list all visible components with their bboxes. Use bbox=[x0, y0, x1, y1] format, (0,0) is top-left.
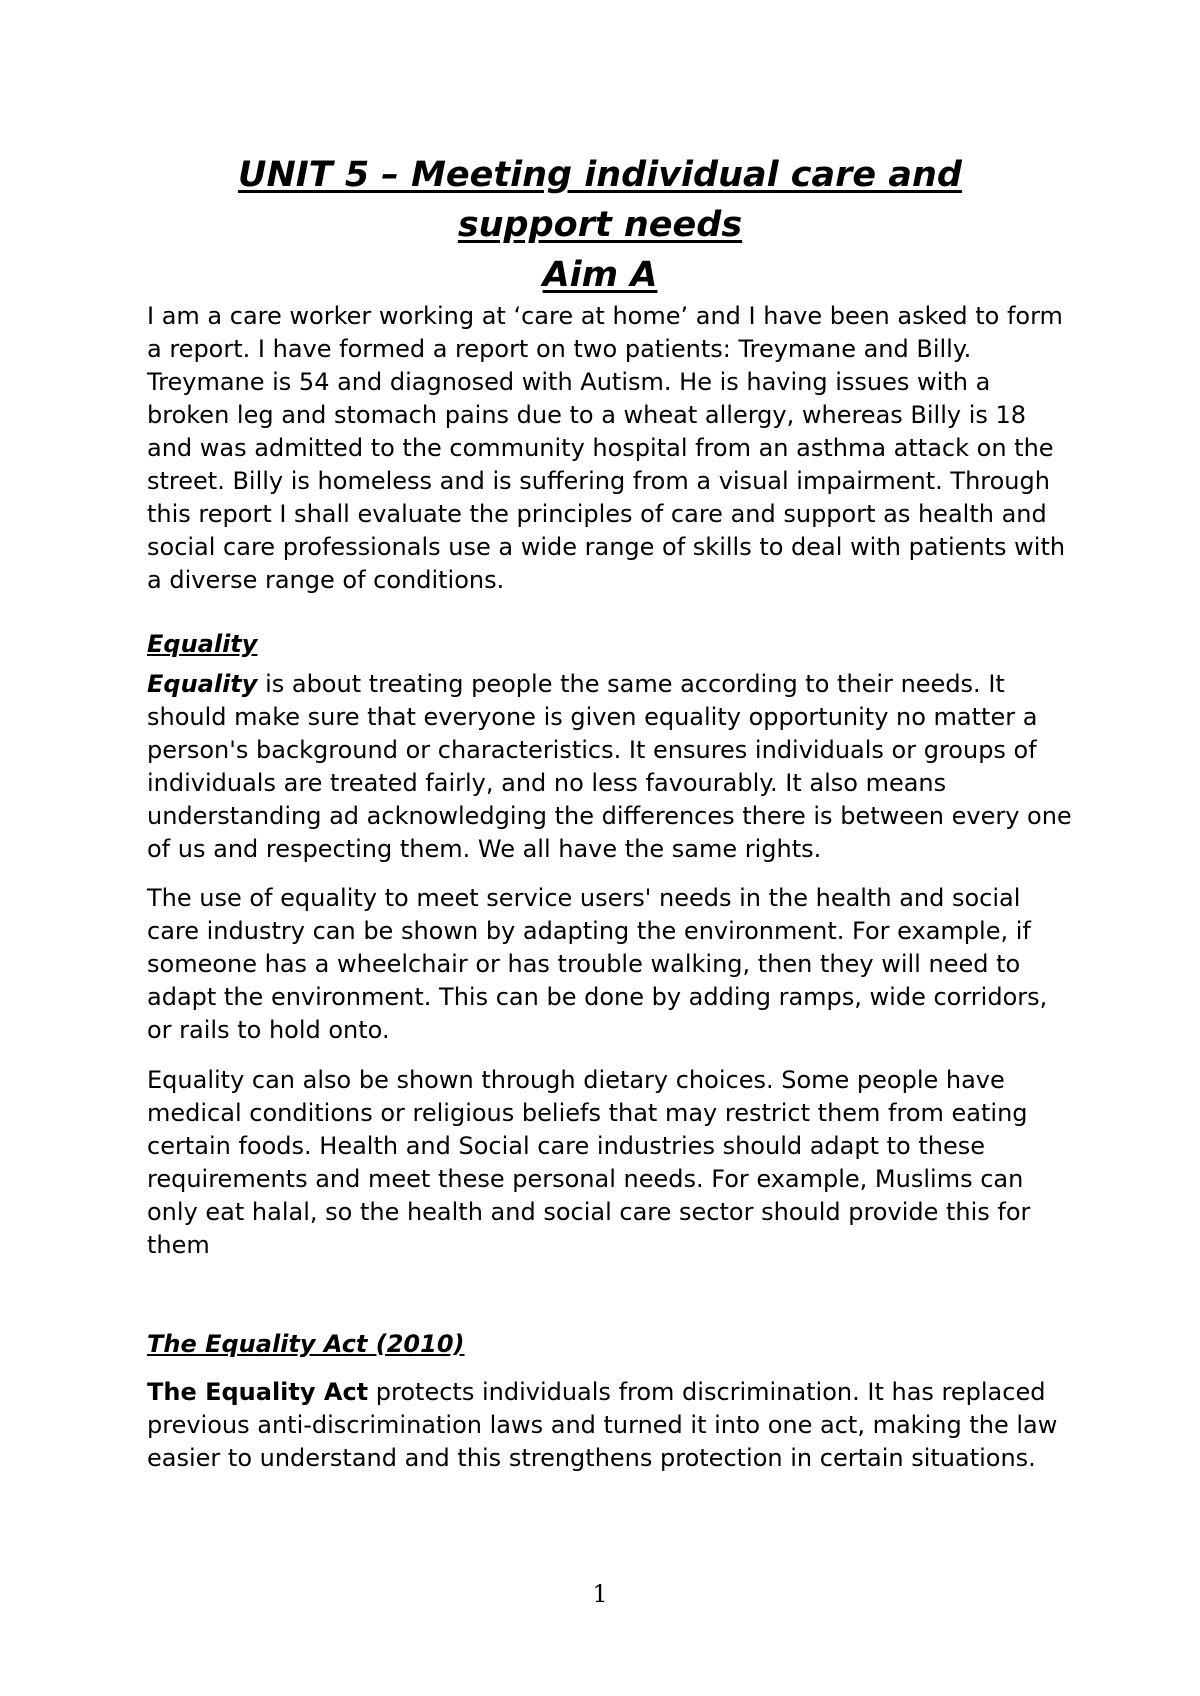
equality-paragraph-3: Equality can also be shown through dietary choices. Some people have medical conditions or religious beliefs that may restrict them from eating certain foods. Health and Social care industries should adapt to these requirements and meet these personal needs. For example, Muslims can only eat halal, so the health and social care sector should provide this for them bbox=[147, 1066, 1031, 1259]
equality-act-lead-term: The Equality Act bbox=[147, 1378, 369, 1406]
page-number: 1 bbox=[592, 1580, 608, 1608]
equality-lead-term: Equality bbox=[147, 670, 258, 698]
section-heading-equality-act: The Equality Act (2010) bbox=[147, 1330, 465, 1358]
title-line-2: support needs bbox=[457, 205, 743, 245]
section-heading-equality: Equality bbox=[147, 630, 258, 658]
document-title bbox=[140, 150, 1060, 300]
equality-act-paragraph-1 bbox=[147, 1376, 1077, 1475]
equality-paragraph-2: The use of equality to meet service users' needs in the health and social care industry can be shown by adapting the environment. For example, if someone has a wheelchair or has trouble walking, then they will need to adapt the environment. This can be done by adding ramps, wide corridors, or rails to hold onto. bbox=[147, 884, 1048, 1044]
equality-paragraph-1-text: is about treating people the same according to their needs. It should make sure that everyone is given equality opportunity no matter a person's background or characteristics. It ensures individuals or groups of individuals are treated fairly, and no less favourably. It also means understanding ad acknowledging the differences there is between every one of us and respecting them. We all have the same rights. bbox=[147, 670, 1072, 863]
equality-act-paragraph-1-text: protects individuals from discrimination. It has replaced previous anti-discrimination laws and turned it into one act, making the law easier to understand and this strengthens protection in certain situations. bbox=[147, 1378, 1058, 1472]
intro-paragraph: I am a care worker working at ‘care at home’ and I have been asked to form a report. I have formed a report on two patients: Treymane and Billy. Treymane is 54 and diagnosed with Autism. He is having issues with a broken leg and stomach pains due to a wheat allergy, whereas Billy is 18 and was admitted to the community hospital from an asthma attack on the street. Billy is homeless and is suffering from a visual impairment. Through this report I shall evaluate the principles of care and support as health and social care professionals use a wide range of skills to deal with patients with a diverse range of conditions. bbox=[147, 302, 1066, 594]
title-line-1: UNIT 5 – Meeting individual care and bbox=[238, 155, 962, 195]
equality-paragraph-1 bbox=[147, 668, 1077, 866]
title-line-3: Aim A bbox=[542, 255, 658, 295]
